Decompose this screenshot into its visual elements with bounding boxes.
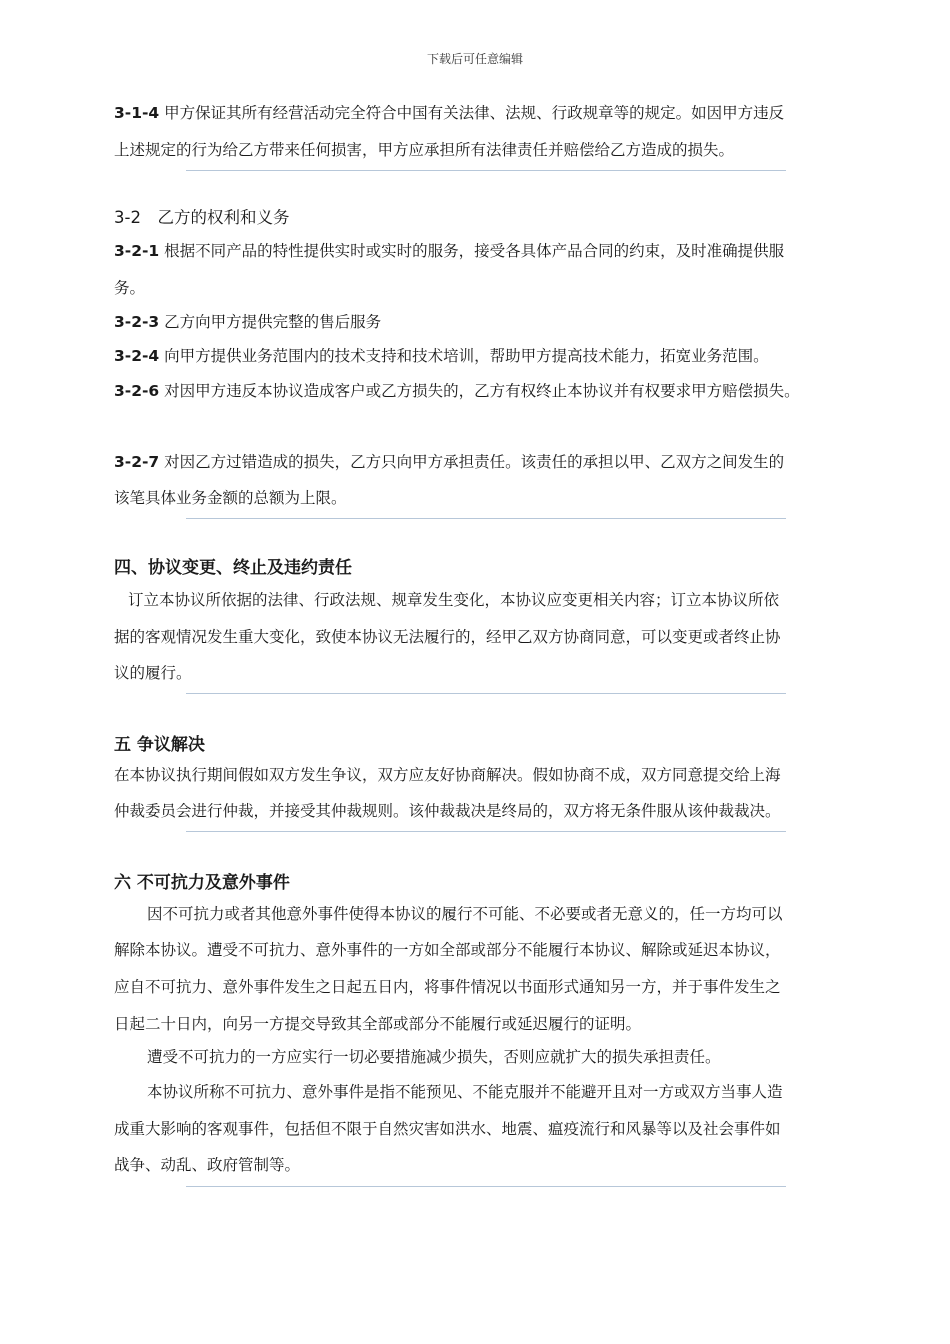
clause-text: 对因乙方过错造成的损失，乙方只向甲方承担责任。该责任的承担以甲、乙双方之间发生的 bbox=[164, 453, 785, 471]
clause-number: 3-2-1 bbox=[114, 242, 160, 260]
section-6-p1-line3: 应自不可抗力、意外事件发生之日起五日内，将事件情况以书面形式通知另一方，并于事件发生之 bbox=[114, 978, 781, 996]
section-6-p1-line1: 因不可抗力或者其他意外事件使得本协议的履行不可能、不必要或者无意义的，任一方均可以 bbox=[147, 905, 783, 923]
section-heading-5: 五 争议解决 bbox=[114, 735, 205, 755]
clause-number: 3-2-6 bbox=[114, 382, 160, 400]
clause-3-2-7-line1 bbox=[114, 452, 850, 472]
clause-text: 向甲方提供业务范围内的技术支持和技术培训，帮助甲方提高技术能力，拓宽业务范围。 bbox=[164, 347, 769, 365]
clause-text: 对因甲方违反本协议造成客户或乙方损失的，乙方有权终止本协议并有权要求甲方赔偿损失。 bbox=[164, 382, 800, 400]
clause-number: 3-2-7 bbox=[114, 453, 160, 471]
divider bbox=[186, 693, 786, 694]
divider bbox=[186, 831, 786, 832]
page-header: 下载后可任意编辑 bbox=[426, 52, 523, 66]
section-6-p3-line1: 本协议所称不可抗力、意外事件是指不能预见、不能克服并不能避开且对一方或双方当事人造 bbox=[147, 1083, 783, 1101]
clause-3-2-1-line1 bbox=[114, 241, 850, 261]
divider bbox=[186, 1186, 786, 1187]
divider bbox=[186, 170, 786, 171]
clause-number: 3-1-4 bbox=[114, 104, 160, 122]
section-6-p2-line1: 遭受不可抗力的一方应实行一切必要措施减少损失，否则应就扩大的损失承担责任。 bbox=[147, 1048, 721, 1066]
section-6-p3-line2: 成重大影响的客观事件，包括但不限于自然灾害如洪水、地震、瘟疫流行和风暴等以及社会事件如 bbox=[114, 1120, 781, 1138]
divider bbox=[186, 518, 786, 519]
clause-3-2-3 bbox=[114, 312, 850, 332]
section-5-line2: 仲裁委员会进行仲裁，并接受其仲裁规则。该仲裁裁决是终局的，双方将无条件服从该仲裁裁决。 bbox=[114, 802, 781, 820]
section-4-line1: 订立本协议所依据的法律、行政法规、规章发生变化，本协议应变更相关内容；订立本协议所依 bbox=[128, 591, 780, 609]
section-6-p1-line4: 日起二十日内，向另一方提交导致其全部或部分不能履行或延迟履行的证明。 bbox=[114, 1015, 642, 1033]
clause-3-1-4-line2: 上述规定的行为给乙方带来任何损害，甲方应承担所有法律责任并赔偿给乙方造成的损失。 bbox=[114, 141, 735, 159]
section-4-line2: 据的客观情况发生重大变化，致使本协议无法履行的，经甲乙双方协商同意，可以变更或者终止协 bbox=[114, 628, 781, 646]
clause-3-2-1-line2: 务。 bbox=[114, 279, 146, 297]
clause-3-1-4-line1 bbox=[114, 103, 850, 123]
clause-text: 根据不同产品的特性提供实时或实时的服务，接受各具体产品合同的约束，及时准确提供服 bbox=[164, 242, 785, 260]
clause-3-2-7-line2: 该笔具体业务金额的总额为上限。 bbox=[114, 489, 347, 507]
section-6-p3-line3: 战争、动乱、政府管制等。 bbox=[114, 1156, 301, 1174]
section-4-line3: 议的履行。 bbox=[114, 664, 192, 682]
section-6-p1-line2: 解除本协议。遭受不可抗力、意外事件的一方如全部或部分不能履行本协议、解除或延迟本协议， bbox=[114, 941, 781, 959]
clause-text: 乙方向甲方提供完整的售后服务 bbox=[164, 313, 382, 331]
section-heading-4: 四、协议变更、终止及违约责任 bbox=[114, 558, 352, 578]
clause-3-2-6 bbox=[114, 381, 850, 401]
clause-number: 3-2-3 bbox=[114, 313, 160, 331]
section-heading-6: 六 不可抗力及意外事件 bbox=[114, 873, 290, 893]
clause-text: 甲方保证其所有经营活动完全符合中国有关法律、法规、行政规章等的规定。如因甲方违反 bbox=[164, 104, 785, 122]
clause-3-2-4 bbox=[114, 346, 850, 366]
section-heading-3-2 bbox=[114, 204, 289, 228]
heading-text: 3-2 乙方的权利和义务 bbox=[114, 208, 290, 227]
section-5-line1: 在本协议执行期间假如双方发生争议，双方应友好协商解决。假如协商不成，双方同意提交给上海 bbox=[114, 766, 781, 784]
clause-number: 3-2-4 bbox=[114, 347, 160, 365]
